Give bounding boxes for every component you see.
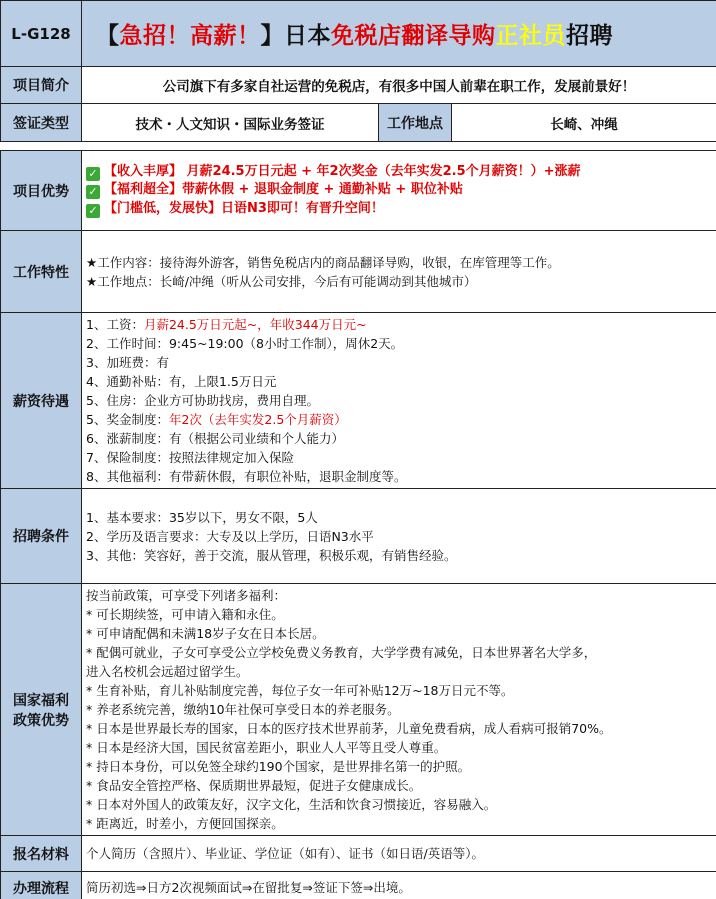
salary-row xyxy=(1,313,716,489)
requirement-line: 2、学历及语言要求：大专及以上学历，日语N3水平 xyxy=(86,528,374,544)
location-value: 长崎、冲绳 xyxy=(452,104,716,142)
welfare-line: * 日本是经济大国，国民贫富差距小，职业人人平等且受人尊重。 xyxy=(86,740,447,755)
materials-label: 报名材料 xyxy=(1,836,82,872)
welfare-line: * 距离近，时差小，方便回国探亲。 xyxy=(86,816,284,831)
location-label: 工作地点 xyxy=(379,104,452,142)
advantages-row xyxy=(1,151,716,231)
green-check-icon: ✓ xyxy=(86,204,100,218)
welfare-line: * 持日本身份，可以免签全球约190个国家，是世界排名第一的护照。 xyxy=(86,759,471,774)
welfare-line: * 配偶可就业，子女可享受公立学校免费义务教育，大学学费有减免，日本世界著名大学多， xyxy=(86,645,597,660)
salary-line: 4、通勤补贴：有，上限1.5万日元 xyxy=(86,374,277,389)
requirements-row xyxy=(1,489,716,584)
welfare-line: * 养老系统完善，缴纳10年社保可享受日本的养老服务。 xyxy=(86,702,400,717)
advantages-label: 项目优势 xyxy=(1,151,82,231)
salary-line: 1、工资：月薪24.5万日元起~，年收344万日元~ xyxy=(86,317,367,332)
welfare-line: * 日本是世界最长寿的国家，日本的医疗技术世界前茅，儿童免费看病，成人看病可报销70%。 xyxy=(86,721,612,736)
welfare-line: * 可长期续签，可申请入籍和永住。 xyxy=(86,607,284,622)
green-check-icon: ✓ xyxy=(86,185,100,199)
details-table xyxy=(0,150,716,899)
requirement-line: 3、其他：笑容好，善于交流，服从管理，积极乐观，有销售经验。 xyxy=(86,547,457,563)
process-label: 办理流程 xyxy=(1,872,82,899)
welfare-line: * 食品安全管控严格、保质期世界最短，促进子女健康成长。 xyxy=(86,778,422,793)
materials-row xyxy=(1,836,716,872)
intro-text: 公司旗下有多家自社运营的免税店，有很多中国人前辈在职工作，发展前景好！ xyxy=(82,67,716,104)
welfare-line: * 可申请配偶和未满18岁子女在日本长居。 xyxy=(86,626,325,641)
process-text: 简历初选⇒日方2次视频面试⇒在留批复⇒签证下签⇒出境。 xyxy=(82,872,716,899)
salary-line: 5、住房：企业方可协助找房，费用自理。 xyxy=(86,393,319,408)
welfare-label: 国家福利 政策优势 xyxy=(1,584,82,836)
page-title: 【急招！高薪！】日本免税店翻译导购正社员招聘 xyxy=(82,1,716,67)
salary-line: 2、工作时间：9:45~19:00（8小时工作制），周休2天。 xyxy=(86,336,404,351)
features-row xyxy=(1,231,716,313)
salary-line: 8、其他福利：有带薪休假，有职位补贴，退职金制度等。 xyxy=(86,469,407,484)
salary-line: 7、保险制度：按照法律规定加入保险 xyxy=(86,450,294,465)
advantage-item: ✓ 【福利超全】带薪休假 + 退职金制度 + 通勤补贴 + 职位补贴 xyxy=(86,181,712,200)
advantage-item: ✓ 【门槛低，发展快】日语N3即可！有晋升空间！ xyxy=(86,200,712,219)
requirements-content xyxy=(82,489,716,584)
materials-text: 个人简历（含照片）、毕业证、学位证（如有）、证书（如日语/英语等）。 xyxy=(82,836,716,872)
intro-label: 项目简介 xyxy=(1,67,82,104)
process-row xyxy=(1,872,716,899)
requirements-label: 招聘条件 xyxy=(1,489,82,584)
salary-line: 3、加班费：有 xyxy=(86,355,169,370)
feature-line: ★工作内容：接待海外游客，销售免税店内的商品翻译导购，收银，在库管理等工作。 xyxy=(86,254,560,270)
visa-value: 技术・人文知识・国际业务签证 xyxy=(82,104,379,142)
features-content xyxy=(82,231,716,313)
welfare-line: * 日本对外国人的政策友好，汉字文化，生活和饮食习惯接近，容易融入。 xyxy=(86,797,497,812)
welfare-line: 按当前政策，可享受下列诸多福利： xyxy=(86,588,287,603)
salary-label: 薪资待遇 xyxy=(1,313,82,489)
features-label: 工作特性 xyxy=(1,231,82,313)
salary-line: 5、奖金制度：年2次（去年实发2.5个月薪资） xyxy=(86,412,347,427)
salary-content xyxy=(82,313,716,489)
welfare-row xyxy=(1,584,716,836)
feature-line: ★工作地点：长崎/冲绳（听从公司安排，今后有可能调动到其他城市） xyxy=(86,273,477,289)
advantage-item: ✓ 【收入丰厚】 月薪24.5万日元起 + 年2次奖金（去年实发2.5个月薪资！）+涨薪 xyxy=(86,163,712,182)
salary-line: 6、涨薪制度：有（根据公司业绩和个人能力） xyxy=(86,431,344,446)
welfare-line: 进入名校机会远超过留学生。 xyxy=(86,664,249,679)
green-check-icon: ✓ xyxy=(86,167,100,181)
requirement-line: 1、基本要求：35岁以下，男女不限，5人 xyxy=(86,509,318,525)
welfare-content xyxy=(82,584,716,836)
job-code: L-G128 xyxy=(1,1,82,67)
advantages-content xyxy=(82,151,716,231)
header-table xyxy=(0,0,716,142)
welfare-line: * 生育补贴，育儿补贴制度完善，每位子女一年可补贴12万~18万日元不等。 xyxy=(86,683,514,698)
visa-label: 签证类型 xyxy=(1,104,82,142)
